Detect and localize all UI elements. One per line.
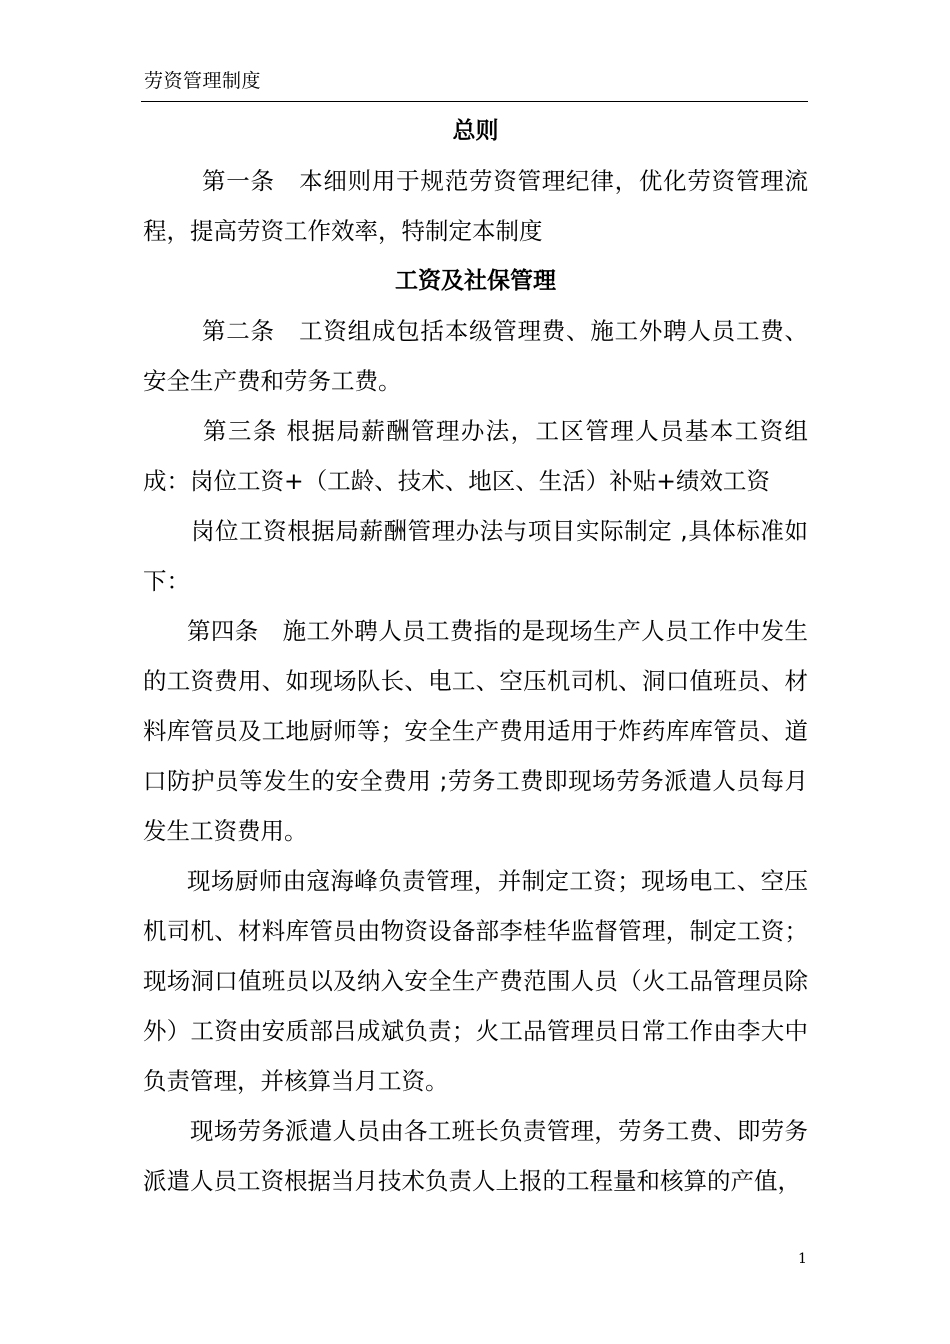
article-4-paragraph: 第四条 施工外聘人员工费指的是现场生产人员工作中发生的工资费用、如现场队长、电工、空压机司机、洞口值班员、材料库管员及工地厨师等；安全生产费用适用于炸药库库管员、道口防护员等发生的安全费用 ;劳务工费即现场劳务派遣人员每月发生工资费用。 <box>143 617 808 845</box>
article-1-paragraph: 第一条 本细则用于规范劳资管理纪律，优化劳资管理流程，提高劳资工作效率，特制定本制度 <box>143 167 808 245</box>
article-3-note-paragraph: 岗位工资根据局薪酬管理办法与项目实际制定 ,具体标准如下： <box>143 517 808 595</box>
article-2-paragraph: 第二条 工资组成包括本级管理费、施工外聘人员工费、安全生产费和劳务工费。 <box>143 317 808 395</box>
article-4-management-paragraph: 现场厨师由寇海峰负责管理，并制定工资；现场电工、空压机司机、材料库管员由物资设备部李桂华监督管理，制定工资；现场洞口值班员以及纳入安全生产费范围人员（火工品管理员除外）工资由安质部吕成斌负责；火工品管理员日常工作由李大中负责管理，并核算当月工资。 <box>143 867 808 1095</box>
section-heading-general: 总则 <box>452 118 499 144</box>
article-4-labor-paragraph: 现场劳务派遣人员由各工班长负责管理，劳务工费、即劳务派遣人员工资根据当月技术负责人上报的工程量和核算的产值， <box>143 1117 808 1195</box>
section-heading-wages: 工资及社保管理 <box>395 268 556 294</box>
document-body <box>143 106 808 1206</box>
page-number: 1 <box>798 1251 807 1267</box>
running-header: 劳资管理制度 <box>144 70 262 92</box>
article-3-paragraph: 第三条 根据局薪酬管理办法，工区管理人员基本工资组成：岗位工资+（工龄、技术、地区、生活）补贴+绩效工资 <box>143 417 808 495</box>
header-rule <box>141 101 808 102</box>
